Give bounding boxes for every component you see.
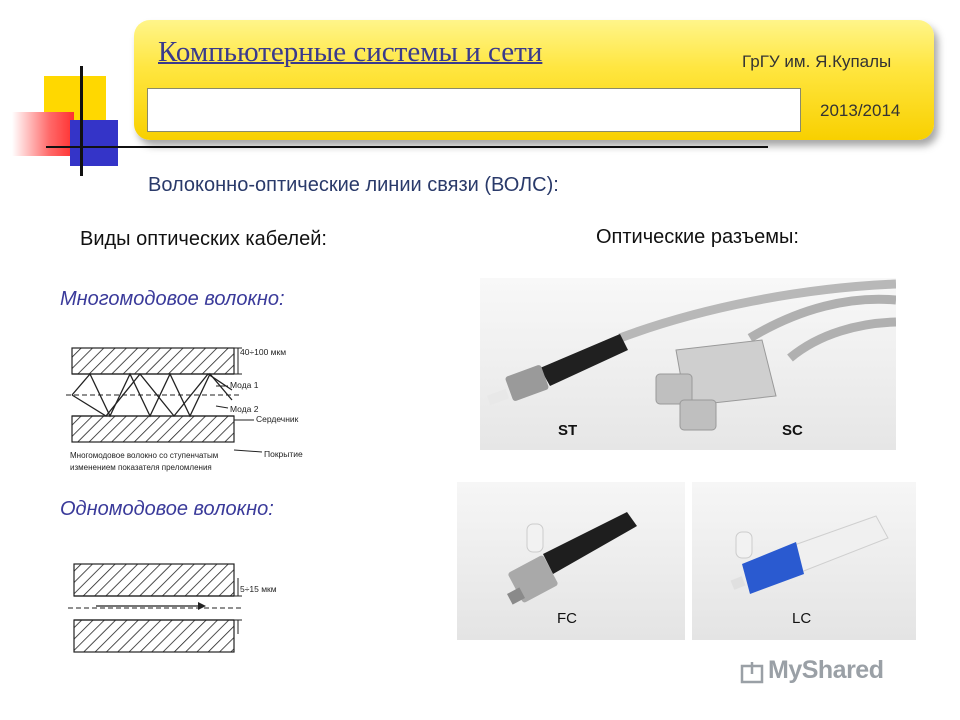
decor-line-horizontal <box>46 146 768 148</box>
decor-line-vertical <box>80 66 83 176</box>
subtitle-box <box>147 88 801 132</box>
multimode-dimension: 40÷100 мкм <box>240 347 287 357</box>
lc-label: LC <box>792 610 812 627</box>
section-title: Волоконно-оптические линии связи (ВОЛС): <box>148 174 559 196</box>
singlemode-dimension: 5÷15 мкм <box>240 584 277 594</box>
multimode-label: Многомодовое волокно: <box>60 288 285 310</box>
st-label: ST <box>558 422 578 439</box>
core-label: Сердечник <box>256 414 299 424</box>
st-sc-connectors-photo <box>480 278 896 450</box>
university-name: ГрГУ им. Я.Купалы <box>742 52 892 71</box>
singlemode-label: Одномодовое волокно: <box>60 498 274 520</box>
diagram-caption-line1: Многомодовое волокно со ступенчатым <box>70 451 219 460</box>
multimode-fiber-diagram <box>66 340 316 476</box>
diagram-caption-line2: изменением показателя преломления <box>70 463 212 472</box>
fc-connector-photo <box>457 482 685 640</box>
decor-square-red <box>12 112 74 156</box>
watermark-text: MyShared <box>768 656 884 684</box>
course-title[interactable]: Компьютерные системы и сети <box>158 36 543 68</box>
mode2-label: Мода 2 <box>230 404 259 414</box>
cables-heading: Виды оптических кабелей: <box>80 228 327 250</box>
connectors-heading: Оптические разъемы: <box>596 226 799 248</box>
mysharéd-logo-icon <box>740 660 764 684</box>
singlemode-fiber-diagram <box>66 556 316 660</box>
academic-year: 2013/2014 <box>820 101 901 120</box>
lc-connector-photo <box>692 482 916 640</box>
cladding-label: Покрытие <box>264 449 303 459</box>
sc-label: SC <box>782 422 803 439</box>
fc-label: FC <box>557 610 577 627</box>
decor-square-blue <box>70 120 118 166</box>
mode1-label: Мода 1 <box>230 380 259 390</box>
